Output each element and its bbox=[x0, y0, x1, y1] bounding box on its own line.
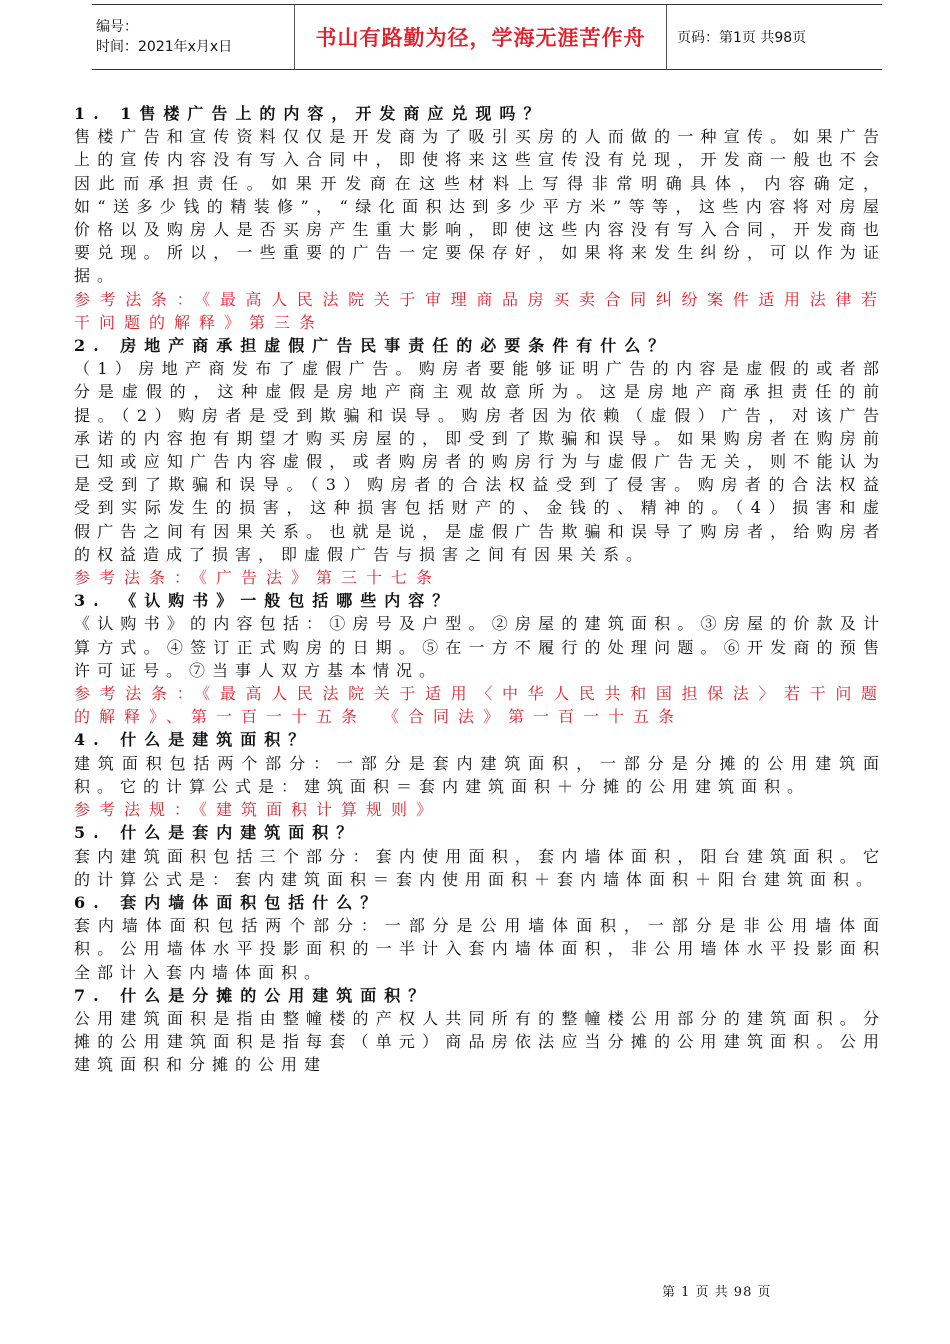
answer-text: 公用建筑面积是指由整幢楼的产权人共同所有的整幢楼公用部分的建筑面积。分摊的公用建筑面积是指每套（单元）商品房依法应当分摊的公用建筑面积。公用建筑面积和分摊的公用建 bbox=[74, 1008, 886, 1075]
section-1 bbox=[74, 102, 886, 334]
section-7 bbox=[74, 984, 886, 1077]
question-heading: 2. 房地产商承担虚假广告民事责任的必要条件有什么？ bbox=[74, 336, 673, 356]
answer-text: 套内墙体面积包括两个部分：一部分是公用墙体面积，一部分是非公用墙体面积。公用墙体水平投影面积的一半计入套内墙体面积，非公用墙体水平投影面积全部计入套内墙体面积。 bbox=[74, 916, 886, 982]
section-6 bbox=[74, 891, 886, 984]
legal-reference: 参考法条：《最高人民法院关于适用〈中华人民共和国担保法〉若干问题的解释》、第一百一十五条 《合同法》第一百一十五条 bbox=[74, 684, 886, 727]
time-label: 时间：2021年x月x日 bbox=[96, 39, 233, 55]
header-motto-cell bbox=[295, 5, 667, 69]
legal-reference: 参考法规：《建筑面积计算规则》 bbox=[74, 800, 442, 820]
question-heading: 3. 《认购书》一般包括哪些内容？ bbox=[74, 591, 457, 611]
section-2 bbox=[74, 334, 886, 589]
section-3 bbox=[74, 589, 886, 728]
question-heading: 7. 什么是分摊的公用建筑面积？ bbox=[74, 985, 433, 1005]
section-4 bbox=[74, 728, 886, 821]
page-header bbox=[92, 4, 882, 70]
header-motto: 书山有路勤为径，学海无涯苦作舟 bbox=[315, 26, 646, 50]
serial-label: 编号： bbox=[96, 19, 138, 35]
document-body bbox=[74, 102, 886, 1077]
section-5 bbox=[74, 821, 886, 891]
question-heading: 5. 什么是套内建筑面积？ bbox=[74, 823, 361, 843]
answer-text: 建筑面积包括两个部分：一部分是套内建筑面积，一部分是分摊的公用建筑面积。它的计算公式是：建筑面积＝套内建筑面积＋分摊的公用建筑面积。 bbox=[74, 753, 886, 796]
question-heading: 4. 什么是建筑面积？ bbox=[74, 730, 313, 750]
answer-text: 售楼广告和宣传资料仅仅是开发商为了吸引买房的人而做的一种宣传。如果广告上的宣传内容没有写入合同中，即使将来这些宣传没有兑现，开发商一般也不会因此而承担责任。如果开发商在这些材料上写得非常明确具体，内容确定，如“送多少钱的精装修”，“绿化面积达到多少平方米”等等，这些内容将对房屋价格以及购房人是否买房产生重大影响，即使这些内容没有写入合同，开发商也要兑现。所以，一些重要的广告一定要保存好，如果将来发生纠纷，可以作为证据。 bbox=[74, 127, 886, 286]
page-footer: 第 1 页 共 98 页 bbox=[662, 1285, 772, 1300]
header-meta bbox=[92, 5, 295, 69]
answer-text: 套内建筑面积包括三个部分：套内使用面积，套内墙体面积，阳台建筑面积。它的计算公式是：套内建筑面积＝套内使用面积＋套内墙体面积＋阳台建筑面积。 bbox=[74, 846, 886, 889]
question-heading: 6. 套内墙体面积包括什么？ bbox=[74, 892, 385, 912]
legal-reference: 参考法条：《广告法》第三十七条 bbox=[74, 568, 442, 588]
answer-text: 《认购书》的内容包括：①房号及户型。②房屋的建筑面积。③房屋的价款及计算方式。④签订正式购房的日期。⑤在一方不履行的处理问题。⑥开发商的预售许可证号。⑦当事人双方基本情况。 bbox=[74, 614, 886, 680]
question-heading: 1. 1售楼广告上的内容，开发商应兑现吗？ bbox=[74, 104, 548, 123]
legal-reference: 参考法条：《最高人民法院关于审理商品房买卖合同纠纷案件适用法律若干问题的解释》第三条 bbox=[74, 289, 886, 332]
answer-text: （1）房地产商发布了虚假广告。购房者要能够证明广告的内容是虚假的或者部分是虚假的，这种虚假是房地产商主观故意所为。这是房地产商承担责任的前提。（2）购房者是受到欺骗和误导。购房者因为依赖（虚假）广告，对该广告承诺的内容抱有期望才购买房屋的，即受到了欺骗和误导。如果购房者在购房前已知或应知广告内容虚假，或者购房者的购房行为与虚假广告无关，则不能认为是受到了欺骗和误导。（3）购房者的合法权益受到了侵害。购房者的合法权益受到实际发生的损害，这种损害包括财产的、金钱的、精神的。（4）损害和虚假广告之间有因果关系。也就是说，是虚假广告欺骗和误导了购房者，给购房者的权益造成了损害，即虚假广告与损害之间有因果关系。 bbox=[74, 359, 886, 564]
header-page-info: 页码：第1页 共98页 bbox=[677, 30, 807, 46]
